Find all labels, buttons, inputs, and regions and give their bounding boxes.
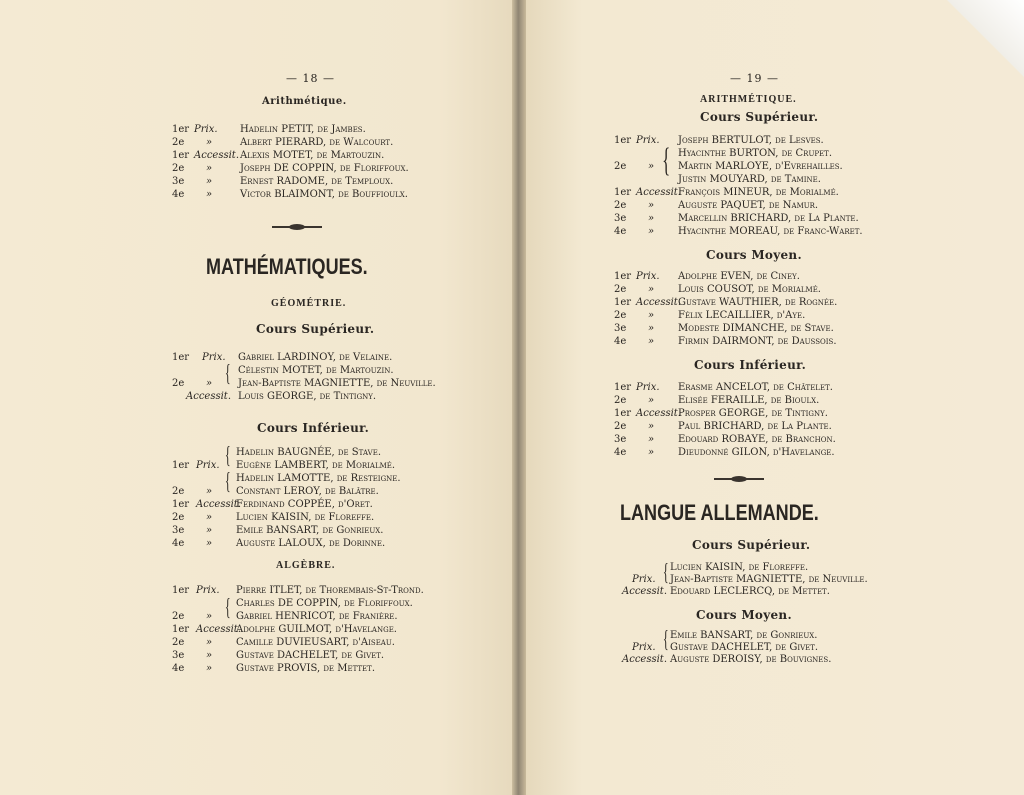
- laureate-name: Joseph BERTULOT, de Lesves.: [678, 135, 824, 146]
- award-row: [172, 472, 492, 485]
- rank-label: 1er: [172, 585, 190, 596]
- subtitle-arith-moyen: Cours Moyen.: [706, 248, 802, 262]
- award-row: [172, 662, 492, 675]
- laureate-name: François MINEUR, de Morialmé.: [678, 187, 839, 198]
- award-row: [172, 377, 492, 390]
- award-label: Prix.: [196, 460, 220, 471]
- award-row: [172, 485, 492, 498]
- section-title-arithmetique-right: ARITHMÉTIQUE.: [700, 94, 797, 105]
- laureate-name: Edouard ROBAYE, de Branchon.: [678, 434, 836, 445]
- subtitle-geom-inferieur: Cours Inférieur.: [257, 421, 370, 435]
- laureate-name: Eugène LAMBERT, de Morialmé.: [236, 460, 396, 471]
- rank-label: 2e: [614, 421, 627, 432]
- award-row: [172, 446, 492, 459]
- laureate-name: Jean-Baptiste MAGNIETTE, de Neuville.: [238, 378, 436, 389]
- award-label: Prix.: [636, 271, 660, 282]
- rank-label: 4e: [614, 336, 627, 347]
- award-label: »: [206, 378, 213, 389]
- rank-label: 4e: [614, 226, 627, 237]
- brace: {: [224, 361, 231, 387]
- award-row: [172, 584, 492, 597]
- subtitle-arith-superieur: Cours Supérieur.: [700, 110, 819, 124]
- laureate-name: Gustave DACHELET, de Givet.: [670, 642, 819, 653]
- award-label: Prix.: [632, 642, 656, 653]
- award-row: [614, 446, 934, 459]
- award-row: [172, 649, 492, 662]
- rank-label: 4e: [172, 663, 185, 674]
- rank-label: 1er: [614, 382, 632, 393]
- award-label: »: [206, 611, 213, 622]
- laureate-name: Louis COUSOT, de Morialmé.: [678, 284, 821, 295]
- rank-label: 1er: [614, 408, 632, 419]
- award-label: Prix.: [632, 574, 656, 585]
- award-row: [172, 524, 492, 537]
- rank-label: 3e: [614, 323, 627, 334]
- rank-label: 2e: [614, 161, 627, 172]
- award-label: »: [206, 137, 213, 148]
- award-row: [614, 585, 934, 598]
- laureate-name: Gabriel HENRICOT, de Franière.: [236, 611, 398, 622]
- award-label: »: [206, 486, 213, 497]
- award-label: Accessit.: [622, 654, 667, 665]
- laureate-name: Gabriel LARDINOY, de Velaine.: [238, 352, 393, 363]
- laureate-name: Dieudonné GILON, d'Havelange.: [678, 447, 835, 458]
- award-label: »: [206, 163, 213, 174]
- rank-label: 1er: [614, 271, 632, 282]
- award-row: [172, 136, 492, 149]
- award-row: [172, 623, 492, 636]
- rank-label: 2e: [172, 137, 185, 148]
- laureate-name: Charles DE COPPIN, de Floriffoux.: [236, 598, 413, 609]
- award-row: [172, 610, 492, 623]
- laureate-name: Ferdinand COPPÉE, d'Oret.: [236, 499, 373, 510]
- laureate-name: Marcellin BRICHARD, de La Plante.: [678, 213, 859, 224]
- brace: {: [662, 627, 669, 653]
- subtitle-lang-superieur: Cours Supérieur.: [692, 538, 811, 552]
- laureate-name: Auguste LALOUX, de Dorinne.: [236, 538, 386, 549]
- award-row: [172, 390, 492, 403]
- award-label: »: [648, 395, 655, 406]
- award-row: [172, 123, 492, 136]
- laureate-name: Adolphe EVEN, de Ciney.: [678, 271, 800, 282]
- rank-label: 2e: [172, 512, 185, 523]
- laureate-name: Victor BLAIMONT, de Bouffioulx.: [240, 189, 408, 200]
- award-label: »: [648, 161, 655, 172]
- laureate-name: Albert PIERARD, de Walcourt.: [240, 137, 394, 148]
- heading-langue-allemande: LANGUE ALLEMANDE.: [620, 500, 819, 525]
- folded-corner: [944, 0, 1024, 110]
- rank-label: 4e: [172, 538, 185, 549]
- award-row: [614, 381, 934, 394]
- rank-label: 2e: [614, 395, 627, 406]
- laureate-name: Pierre ITLET, de Thorembais-St-Trond.: [236, 585, 424, 596]
- award-label: »: [648, 336, 655, 347]
- laureate-name: Elisée FERAILLE, de Bioulx.: [678, 395, 820, 406]
- laureate-name: Emile BANSART, de Gonrieux.: [670, 630, 818, 641]
- laureate-name: Hadelin LAMOTTE, de Resteigne.: [236, 473, 401, 484]
- brace: {: [224, 443, 231, 469]
- award-label: »: [648, 447, 655, 458]
- award-label: »: [206, 663, 213, 674]
- award-label: Accessit.: [636, 408, 681, 419]
- award-row: [172, 511, 492, 524]
- ornament-divider: [714, 478, 764, 480]
- laureate-name: Gustave WAUTHIER, de Rognée.: [678, 297, 838, 308]
- rank-label: 2e: [172, 378, 185, 389]
- award-row: [172, 597, 492, 610]
- award-label: Accessit.: [636, 187, 681, 198]
- award-label: »: [648, 434, 655, 445]
- award-label: »: [206, 650, 213, 661]
- award-label: Prix.: [194, 124, 218, 135]
- rank-label: 2e: [614, 310, 627, 321]
- award-row: [172, 351, 492, 364]
- rank-label: 3e: [614, 434, 627, 445]
- laureate-name: Félix LECAILLIER, d'Aye.: [678, 310, 806, 321]
- rank-label: 3e: [172, 650, 185, 661]
- award-label: »: [206, 512, 213, 523]
- rank-label: 1er: [172, 499, 190, 510]
- laureate-name: Paul BRICHARD, de La Plante.: [678, 421, 832, 432]
- award-label: »: [648, 323, 655, 334]
- rank-label: 1er: [172, 352, 190, 363]
- award-row: [172, 149, 492, 162]
- rank-label: 4e: [172, 189, 185, 200]
- award-label: »: [648, 200, 655, 211]
- rank-label: 4e: [614, 447, 627, 458]
- laureate-name: Erasme ANCELOT, de Châtelet.: [678, 382, 833, 393]
- award-row: [614, 199, 934, 212]
- award-row: [614, 309, 934, 322]
- award-label: Accessit.: [636, 297, 681, 308]
- rank-label: 1er: [614, 135, 632, 146]
- award-row: [172, 498, 492, 511]
- laureate-name: Hadelin BAUGNÉE, de Stave.: [236, 447, 381, 458]
- award-label: »: [206, 637, 213, 648]
- rank-label: 3e: [172, 176, 185, 187]
- laureate-name: Hadelin PETIT, de Jambes.: [240, 124, 366, 135]
- brace: {: [662, 142, 671, 179]
- laureate-name: Firmin DAIRMONT, de Daussois.: [678, 336, 837, 347]
- award-row: [614, 433, 934, 446]
- laureate-name: Modeste DIMANCHE, de Stave.: [678, 323, 834, 334]
- award-row: [614, 322, 934, 335]
- award-row: [614, 394, 934, 407]
- award-row: [172, 175, 492, 188]
- award-label: »: [648, 421, 655, 432]
- laureate-name: Gustave PROVIS, de Mettet.: [236, 663, 375, 674]
- award-label: »: [648, 310, 655, 321]
- rank-label: 1er: [614, 297, 632, 308]
- laureate-name: Adolphe GUILMOT, d'Havelange.: [236, 624, 397, 635]
- award-row: [172, 364, 492, 377]
- laureate-name: Célestin MOTET, de Martouzin.: [238, 365, 394, 376]
- laureate-name: Louis GEORGE, de Tintigny.: [238, 391, 377, 402]
- laureate-name: Constant LEROY, de Balâtre.: [236, 486, 379, 497]
- laureate-name: Alexis MOTET, de Martouzin.: [240, 150, 385, 161]
- laureate-name: Emile BANSART, de Gonrieux.: [236, 525, 384, 536]
- laureate-name: Prosper GEORGE, de Tintigny.: [678, 408, 828, 419]
- page-number-left: — 18 —: [286, 72, 335, 85]
- award-label: Accessit.: [194, 150, 239, 161]
- award-row: [614, 296, 934, 309]
- award-label: Prix.: [202, 352, 226, 363]
- award-label: Prix.: [196, 585, 220, 596]
- rank-label: 1er: [172, 624, 190, 635]
- award-label: »: [648, 213, 655, 224]
- subtitle-geom-superieur: Cours Supérieur.: [256, 322, 375, 336]
- rank-label: 1er: [172, 460, 190, 471]
- award-label: »: [206, 525, 213, 536]
- award-row: [614, 212, 934, 225]
- rank-label: 3e: [172, 525, 185, 536]
- award-label: »: [206, 538, 213, 549]
- section-title-arithmetique-left: Arithmétique.: [262, 96, 347, 107]
- page-number-right: — 19 —: [730, 72, 779, 85]
- award-row: [614, 283, 934, 296]
- award-row: [614, 186, 934, 199]
- award-row: [172, 537, 492, 550]
- award-row: [172, 188, 492, 201]
- rank-label: 1er: [614, 187, 632, 198]
- award-label: Prix.: [636, 382, 660, 393]
- award-label: »: [648, 284, 655, 295]
- award-label: »: [648, 226, 655, 237]
- rank-label: 3e: [614, 213, 627, 224]
- award-row: [172, 636, 492, 649]
- award-row: [614, 225, 934, 238]
- award-label: Accessit.: [186, 391, 231, 402]
- award-row: [614, 335, 934, 348]
- award-label: »: [206, 189, 213, 200]
- book-gutter: [512, 0, 526, 795]
- section-title-geometrie: GÉOMÉTRIE.: [271, 298, 347, 309]
- laureate-name: Joseph DE COPPIN, de Floriffoux.: [240, 163, 409, 174]
- subtitle-lang-moyen: Cours Moyen.: [696, 608, 792, 622]
- rank-label: 2e: [614, 200, 627, 211]
- award-label: Accessit.: [196, 499, 241, 510]
- laureate-name: Jean-Baptiste MAGNIETTE, de Neuville.: [670, 574, 868, 585]
- ornament-divider: [272, 226, 322, 228]
- laureate-name: Camille DUVIEUSART, d'Aiseau.: [236, 637, 395, 648]
- laureate-name: Justin MOUYARD, de Tamine.: [678, 174, 821, 185]
- award-row: [172, 162, 492, 175]
- rank-label: 1er: [172, 150, 190, 161]
- rank-label: 2e: [172, 611, 185, 622]
- rank-label: 1er: [172, 124, 190, 135]
- laureate-name: Gustave DACHELET, de Givet.: [236, 650, 385, 661]
- award-label: »: [206, 176, 213, 187]
- laureate-name: Lucien KAISIN, de Floreffe.: [236, 512, 375, 523]
- section-title-algebre: ALGÈBRE.: [276, 560, 336, 571]
- brace: {: [662, 560, 669, 586]
- laureate-name: Lucien KAISIN, de Floreffe.: [670, 562, 809, 573]
- award-row: [614, 407, 934, 420]
- brace: {: [224, 469, 231, 495]
- laureate-name: Hyacinthe MOREAU, de Franc-Waret.: [678, 226, 863, 237]
- laureate-name: Auguste PAQUET, de Namur.: [678, 200, 819, 211]
- laureate-name: Edouard LECLERCQ, de Mettet.: [670, 586, 830, 597]
- laureate-name: Ernest RADOME, de Temploux.: [240, 176, 394, 187]
- award-label: Accessit.: [196, 624, 241, 635]
- subtitle-arith-inferieur: Cours Inférieur.: [694, 358, 807, 372]
- rank-label: 2e: [172, 486, 185, 497]
- rank-label: 2e: [614, 284, 627, 295]
- laureate-name: Hyacinthe BURTON, de Crupet.: [678, 148, 833, 159]
- rank-label: 2e: [172, 163, 185, 174]
- rank-label: 2e: [172, 637, 185, 648]
- award-label: Accessit.: [622, 586, 667, 597]
- heading-mathematiques: MATHÉMATIQUES.: [206, 254, 368, 279]
- brace: {: [224, 595, 231, 621]
- award-row: [614, 420, 934, 433]
- award-row: [172, 459, 492, 472]
- laureate-name: Auguste DEROISY, de Bouvignes.: [670, 654, 832, 665]
- laureate-name: Martin MARLOYE, d'Evrehailles.: [678, 161, 843, 172]
- award-row: [614, 270, 934, 283]
- award-row: [614, 653, 934, 666]
- award-label: Prix.: [636, 135, 660, 146]
